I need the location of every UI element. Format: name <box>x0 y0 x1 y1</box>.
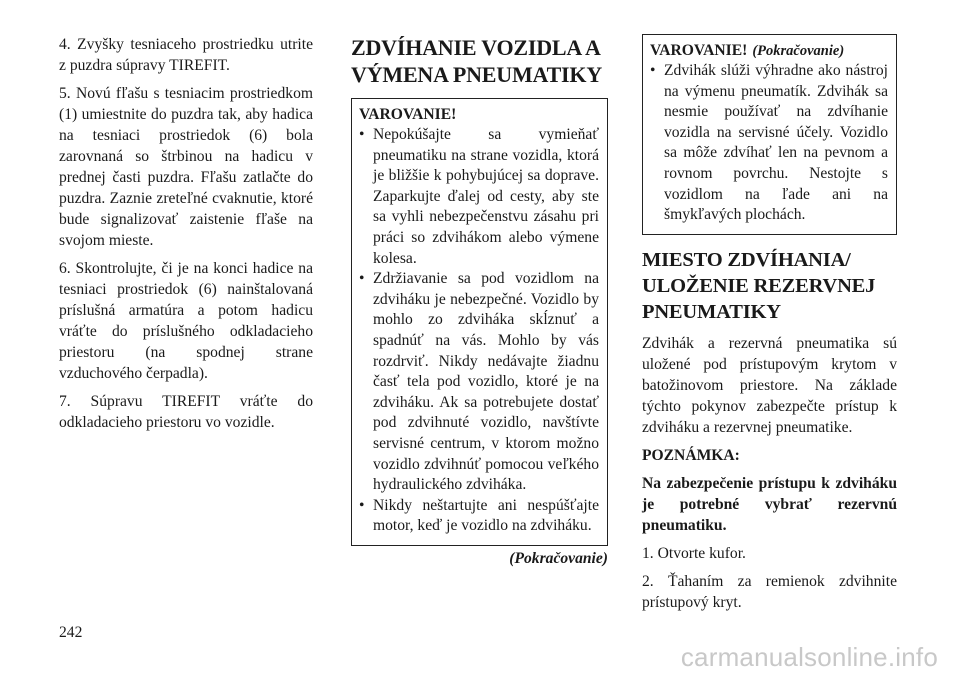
section-heading-jack-location: MIESTO ZDVÍHANIA/ ULOŽENIE REZERVNEJ PNEUMATIKY <box>642 248 876 323</box>
left-column <box>59 34 313 440</box>
right-column <box>642 34 897 620</box>
paragraph-step-5: 5. Novú fľašu s tesniacim prostriedkom (1) umiestnite do puzdra tak, aby hadica na tesniaci prostriedok (6) bola zarovnaná so štrbinou na hadicu v prednej časti puzdra. Fľašu zatlačte do puzdra. Zaznie zreteľné cvaknutie, ktoré bude signalizovať zaistenie fľaše na svojom mieste. <box>59 85 313 249</box>
middle-column <box>351 34 608 568</box>
section-heading-jacking: ZDVÍHANIE VOZIDLA A VÝMENA PNEUMATIKY <box>351 35 603 87</box>
warning-continued-label: (Pokračovanie) <box>752 43 845 59</box>
warning-list <box>359 125 599 537</box>
paragraph-step-4: 4. Zvyšky tesniaceho prostriedku utrite z puzdra súpravy TIREFIT. <box>59 36 313 74</box>
note-text: Na zabezpečenie prístupu k zdviháku je potrebné vybrať rezervnú pneumatiku. <box>642 474 897 534</box>
warning-box <box>351 98 608 546</box>
warning-title: VAROVANIE! <box>359 106 457 123</box>
warning-box-continued <box>642 34 897 235</box>
paragraph-step-7: 7. Súpravu TIREFIT vráťte do odkladacieho priestoru vo vozidle. <box>59 393 313 431</box>
warning-item: • Zdvihák slúži výhradne ako nástroj na výmenu pneumatík. Zdvihák sa nesmie používať na zdvíhanie vozidla na servisné účely. Vozidlo sa môže zdvíhať len na pevnom a rovnom povrchu. Nestojte s vozidlom na ľade ani na šmykľavých plochách. <box>650 61 888 226</box>
note-label: POZNÁMKA: <box>642 446 740 464</box>
warning-title-text: VAROVANIE! <box>650 42 748 59</box>
page-number: 242 <box>59 624 83 641</box>
paragraph-step-2: 2. Ťahaním za remienok zdvihnite prístupový kryt. <box>642 572 897 611</box>
warning-item: • Zdržiavanie sa pod vozidlom na zdviháku je nebezpečné. Vozidlo by mohlo zo zdviháka skĺznuť a spadnúť na vás. Mohlo by vás rozdrviť. Nikdy nedávajte žiadnu časť tela pod vozidlo, ktoré je na zdviháku. Ak sa potrebujete dostať pod zdvihnuté vozidlo, navštívte servisné centrum, v ktorom možno vozidlo zdvihnúť pomocou veľkého hydraulického zdviháka. <box>359 269 599 496</box>
warning-item: • Nepokúšajte sa vymieňať pneumatiku na strane vozidla, ktorá je bližšie k pohybujúcej sa doprave. Zaparkujte ďalej od cesty, aby ste sa vyhli nebezpečenstvu zásahu pri práci so zdvihákom alebo výmene kolesa. <box>359 125 599 269</box>
warning-title <box>650 41 888 61</box>
warning-item: • Nikdy neštartujte ani nespúšťajte motor, keď je vozidlo na zdviháku. <box>359 496 599 537</box>
paragraph-intro: Zdvihák a rezervná pneumatika sú uložené pod prístupovým krytom v batožinovom priestore. Na základe týchto pokynov zabezpečte prístup k zdviháku a rezervnej pneumatike. <box>642 334 897 436</box>
paragraph-step-6: 6. Skontrolujte, či je na konci hadice na tesniaci prostriedok (6) nainštalovaná príslušná armatúra a potom hadicu vráťte do príslušného odkladacieho priestoru (na spodnej strane vzduchového čerpadla). <box>59 260 313 382</box>
watermark: carmanualsonline.info <box>680 642 938 672</box>
warning-list <box>650 61 888 226</box>
paragraph-step-1: 1. Otvorte kufor. <box>642 544 746 562</box>
continued-label: (Pokračovanie) <box>509 549 608 567</box>
